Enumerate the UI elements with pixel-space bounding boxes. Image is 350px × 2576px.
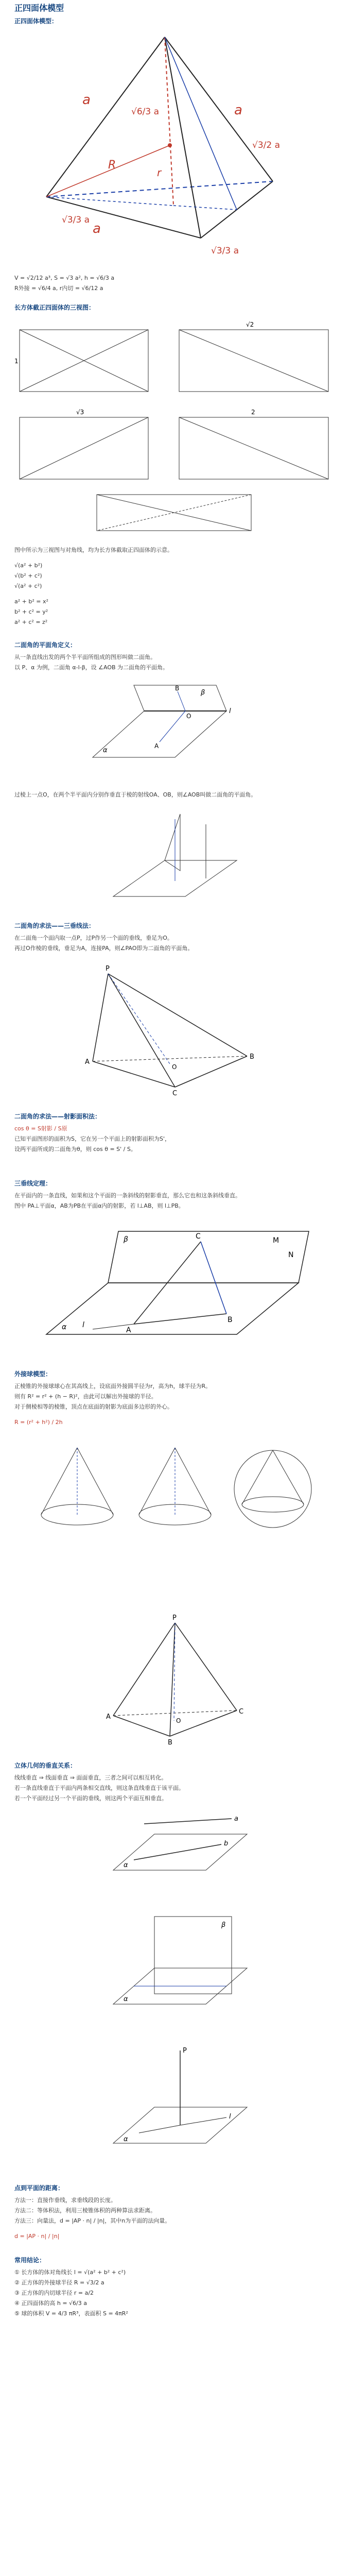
section-4-heading: 二面角的求法——三垂线法： <box>14 922 95 929</box>
s7-line-1: 正棱锥的外接球球心在其高线上，设底面外接圆半径为r，高为h，球半径为R。 <box>14 1383 212 1389</box>
eq-4: a² + b² = x² <box>14 598 48 605</box>
section-7-heading: 外接球模型： <box>14 1370 52 1378</box>
page-title: 正四面体模型 <box>14 3 64 13</box>
s6-line-1: 在平面内的一条直线，如果和这个平面的一条斜线的射影垂直，那么它也和这条斜线垂直。 <box>14 1192 241 1199</box>
s3-line-1: 从一条直线出发的两个半平面所组成的图形叫做二面角。 <box>14 654 156 660</box>
eq-2: √(b² + c²) <box>14 572 42 579</box>
pyramid-figure <box>77 963 273 1097</box>
B-label-s4: B <box>250 1053 254 1061</box>
A-label-s7: A <box>106 1713 111 1721</box>
alpha-label-s8: α <box>124 1861 128 1869</box>
B-label: B <box>175 685 180 692</box>
s6-line-2: 图中 PA⊥平面α，AB为PB在平面α内的射影，若 l⊥AB，则 l⊥PB。 <box>14 1202 184 1209</box>
s10-item-5: ⑤ 球的体积 V = 4/3 πR³，表面积 S = 4πR² <box>14 2310 128 2317</box>
eq-5: b² + c² = y² <box>14 608 48 615</box>
sphere-cones-figure <box>31 1437 319 1540</box>
rect-4-label: 2 <box>251 409 255 416</box>
section-9-heading: 点到平面的距离： <box>14 2184 64 2192</box>
section-3-heading: 二面角的平面角定义： <box>14 641 77 649</box>
s10-item-4: ④ 正四面体的高 h = √6/3 a <box>14 2300 87 2307</box>
r-label: r <box>157 166 162 179</box>
alpha-label-s6: α <box>62 1323 67 1331</box>
edge-a-label-left: a <box>82 92 91 108</box>
s9-line-1: 方法一：直接作垂线，求垂线段的长度。 <box>14 2197 116 2204</box>
s5-formula: cos θ = S射影 / S原 <box>14 1125 67 1132</box>
B-label-s6: B <box>227 1316 233 1324</box>
beta-label-s8: β <box>221 1921 226 1929</box>
l-label-s8: l <box>229 2113 231 2121</box>
eq-1: √(a² + b²) <box>14 562 43 569</box>
A-label-s6: A <box>126 1326 131 1334</box>
s9-line-2: 方法二：等体积法，利用三棱锥体积的两种算法求距离。 <box>14 2207 156 2214</box>
line-plane-figure <box>103 2040 257 2164</box>
eq-3: √(a² + c²) <box>14 583 42 589</box>
s8-line-1: 线线垂直 ⇒ 线面垂直 ⇒ 面面垂直，三者之间可以相互转化。 <box>14 1774 167 1781</box>
height-fraction: √6/3 a <box>131 107 160 117</box>
rect-2-label: √2 <box>246 321 254 328</box>
s4-line-2: 再过O作棱的垂线，垂足为A，连接PA，则∠PAO即为二面角的平面角。 <box>14 945 194 952</box>
alpha-label-s8b: α <box>124 1995 128 2003</box>
rect-3-label: √3 <box>76 409 84 416</box>
b-line-label: b <box>224 1840 229 1848</box>
s10-item-1: ① 长方体的体对角线长 l = √(a² + b² + c²) <box>14 2269 126 2276</box>
perpendicular-planes-figure <box>103 1906 257 2020</box>
tetrahedron-figure <box>31 27 319 264</box>
C-label-s7: C <box>239 1708 244 1716</box>
l-label: l <box>229 707 231 715</box>
P-label-s7: P <box>172 1614 177 1622</box>
dihedral-figure-2 <box>103 809 257 907</box>
O-label: O <box>186 713 191 720</box>
plane-line-figure <box>103 1814 257 1886</box>
A-label: A <box>154 742 159 750</box>
s8-line-2: 若一条直线垂直于平面内两条相交直线，则这条直线垂直于该平面。 <box>14 1785 184 1791</box>
N-label: N <box>288 1251 294 1259</box>
s5-line-1: 已知平面图形的面积为S，它在另一个平面上的射影面积为S'， <box>14 1136 170 1142</box>
section-2-desc: 图中所示为三视图与对角线，均为长方体截取正四面体的示意。 <box>14 547 173 553</box>
s9-formula: d = |AP · n| / |n| <box>14 2233 60 2240</box>
M-label: M <box>273 1236 279 1245</box>
section-5-heading: 二面角的求法——射影面积法： <box>14 1113 101 1120</box>
s10-item-2: ② 正方体的外接球半径 R = √3/2 a <box>14 2279 104 2286</box>
three-views-figure <box>14 319 336 536</box>
l-label-s6: l <box>82 1321 84 1329</box>
R-label: R <box>108 159 116 172</box>
edge-a-label-bottom: a <box>93 221 101 236</box>
A-label-s4: A <box>85 1058 90 1066</box>
beta-label-s6: β <box>124 1235 128 1244</box>
O-label-s7: O <box>176 1717 181 1724</box>
circumradius-fraction: √3/3 a <box>62 215 90 225</box>
s7-formula: R = (r² + h²) / 2h <box>14 1419 63 1426</box>
s5-line-2: 设两平面所成的二面角为θ，则 cos θ = S' / S。 <box>14 1146 136 1153</box>
s7-line-3: 对于侧棱相等的棱锥，顶点在底面的射影为底面多边形的外心。 <box>14 1403 173 1410</box>
s9-line-3: 方法三：向量法，d = |AP · n| / |n|，其中n为平面的法向量。 <box>14 2217 171 2224</box>
s4-line-1: 在二面角一个面内取一点P，过P作另一个面的垂线，垂足为O。 <box>14 935 173 941</box>
section-10-heading: 常用结论： <box>14 2257 46 2264</box>
section-1-heading: 正四面体模型： <box>14 18 58 25</box>
section-6-heading: 三垂线定理： <box>14 1180 52 1187</box>
C-label-s6: C <box>196 1232 201 1241</box>
P-label: P <box>106 965 110 973</box>
s10-item-3: ③ 正方体的内切球半径 r = a/2 <box>14 2290 94 2296</box>
a-line-label: a <box>234 1815 238 1823</box>
rect-1-label: 1 <box>14 358 19 365</box>
planes-figure <box>31 1221 319 1355</box>
formula-radius: R外接 = √6/4 a, r内切 = √6/12 a <box>14 285 103 292</box>
s3-line-2: 以 P、α 为例，二面角 α-l-β，设 ∠AOB 为二面角的平面角。 <box>14 664 169 671</box>
s7-line-2: 则有 R² = r² + (h − R)²，由此可以解出外接球的半径。 <box>14 1393 157 1400</box>
alpha-label-s8c: α <box>124 2136 128 2143</box>
dihedral-figure <box>72 680 288 783</box>
median-fraction: √3/2 a <box>252 140 281 150</box>
eq-6: a² + c² = z² <box>14 619 48 625</box>
s3-line-3: 过棱上一点O，在两个半平面内分别作垂直于棱的射线OA、OB，则∠AOB叫做二面角的平面角。 <box>14 791 257 798</box>
C-label: C <box>172 1090 178 1097</box>
P-label-s8: P <box>183 2047 187 2055</box>
section-2-heading: 长方体截正四面体的三视图： <box>14 304 95 311</box>
edge-a-label-right: a <box>234 103 242 118</box>
B-label-s7: B <box>168 1739 172 1747</box>
beta-label: β <box>201 689 205 697</box>
section-8-heading: 立体几何的垂直关系： <box>14 1762 77 1769</box>
base-fraction: √3/3 a <box>211 246 239 256</box>
s8-line-3: 若一个平面经过另一个平面的垂线，则这两个平面互相垂直。 <box>14 1795 167 1802</box>
formula-volume: V = √2/12 a³, S = √3 a², h = √6/3 a <box>14 275 115 281</box>
O-label-s4: O <box>172 1063 177 1071</box>
pyramid-sphere-figure <box>93 1613 257 1747</box>
alpha-label: α <box>103 747 108 754</box>
